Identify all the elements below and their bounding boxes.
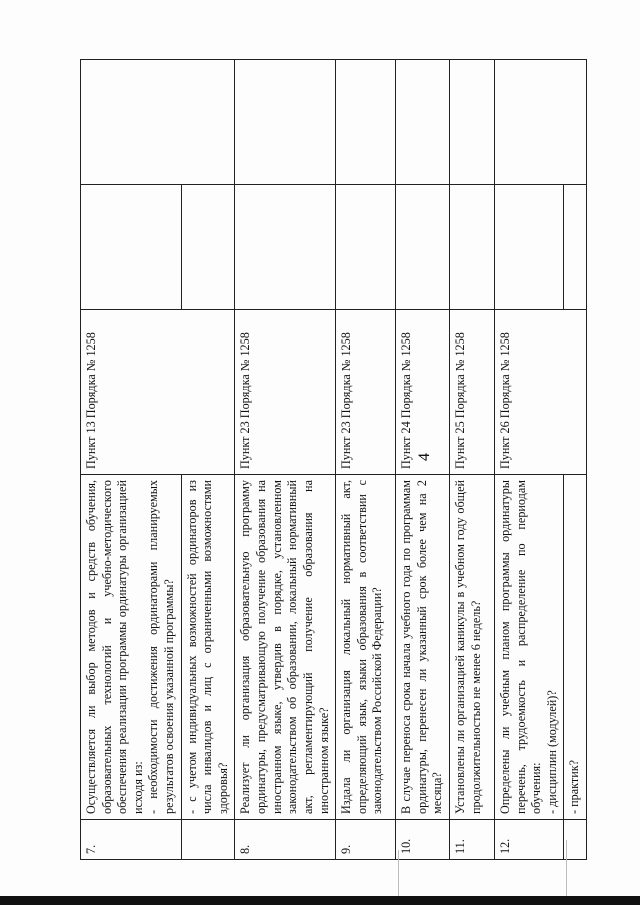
row-number: 7. [81, 820, 182, 860]
reference-cell: Пункт 25 Порядка № 1258 [449, 310, 494, 475]
row-number: 11. [449, 820, 494, 860]
reference-cell: Пункт 13 Порядка № 1258 [81, 310, 235, 475]
question-sub: - практик? [564, 475, 587, 820]
answer-cell [564, 185, 587, 310]
reference-cell: Пункт 23 Порядка № 1258 [235, 310, 336, 475]
question-cell [81, 475, 182, 820]
question-text: Установлены ли организацией каникулы в учебном году общей продолжительностью не менее 6 недель? [449, 475, 494, 820]
page-number: 4 [416, 453, 433, 461]
table-row [449, 60, 494, 860]
row-number: 10. [396, 820, 450, 860]
table-row [494, 60, 563, 860]
scan-artifact-line [566, 840, 567, 896]
row-number [181, 820, 235, 860]
question-text: В случае переноса срока начала учебного года по программам ординатуры, перенесен ли указанный срок более чем на 2 месяца? [396, 475, 450, 820]
scan-bottom-edge [0, 896, 640, 905]
row-number [564, 820, 587, 860]
table-row [336, 60, 396, 860]
answer-cell [235, 185, 336, 310]
note-cell [336, 60, 396, 185]
rotated-table-area [80, 60, 640, 854]
answer-cell [336, 185, 396, 310]
question-sub: - дисциплин (модулей)? [544, 690, 559, 814]
question-text: Определены ли учебным планом программы ординатуры перечень, трудоемкость и распределение по периодам обучения: [497, 480, 544, 814]
reference-cell: Пункт 24 Порядка № 1258 [396, 310, 450, 475]
row-number: 9. [336, 820, 396, 860]
question-sub: - с учетом индивидуальных возможностей ординаторов из числа инвалидов и лиц с ограниченными возможностями здоровья? [181, 475, 235, 820]
note-cell [235, 60, 336, 185]
table-row [81, 60, 182, 860]
scan-artifact-line [398, 850, 399, 896]
question-text: Осуществляется ли выбор методов и средств обучения, образовательных технологий и учебно-методического обеспечения реализации программы ординатуры организацией исходя из: [84, 480, 145, 814]
answer-cell [181, 185, 235, 310]
reference-cell: Пункт 23 Порядка № 1258 [336, 310, 396, 475]
note-cell [396, 60, 450, 185]
table-row [235, 60, 336, 860]
checklist-table [80, 59, 587, 860]
answer-cell [449, 185, 494, 310]
row-number: 8. [235, 820, 336, 860]
answer-cell [81, 185, 182, 310]
question-text: Издала ли организация локальный нормативный акт, определяющий язык, языки образования в соответствии с законодательством Российской Федерации? [336, 475, 396, 820]
row-number: 12. [494, 820, 563, 860]
answer-cell [494, 185, 563, 310]
question-text: Реализует ли организация образовательную программу ординатуры, предусматривающую получение образования на иностранном языке, утвердив в порядке, установленном законодательством об образовании, локальный нормативный акт, регламентирующий получение образования на иностранном языке? [235, 475, 336, 820]
reference-cell: Пункт 26 Порядка № 1258 [494, 310, 586, 475]
question-cell [494, 475, 563, 820]
question-sub: - необходимости достижения ординаторами планируемых результатов освоения указанной программы? [146, 480, 177, 814]
answer-cell [396, 185, 450, 310]
note-cell [494, 60, 586, 185]
table-row [396, 60, 450, 860]
note-cell [81, 60, 235, 185]
note-cell [449, 60, 494, 185]
